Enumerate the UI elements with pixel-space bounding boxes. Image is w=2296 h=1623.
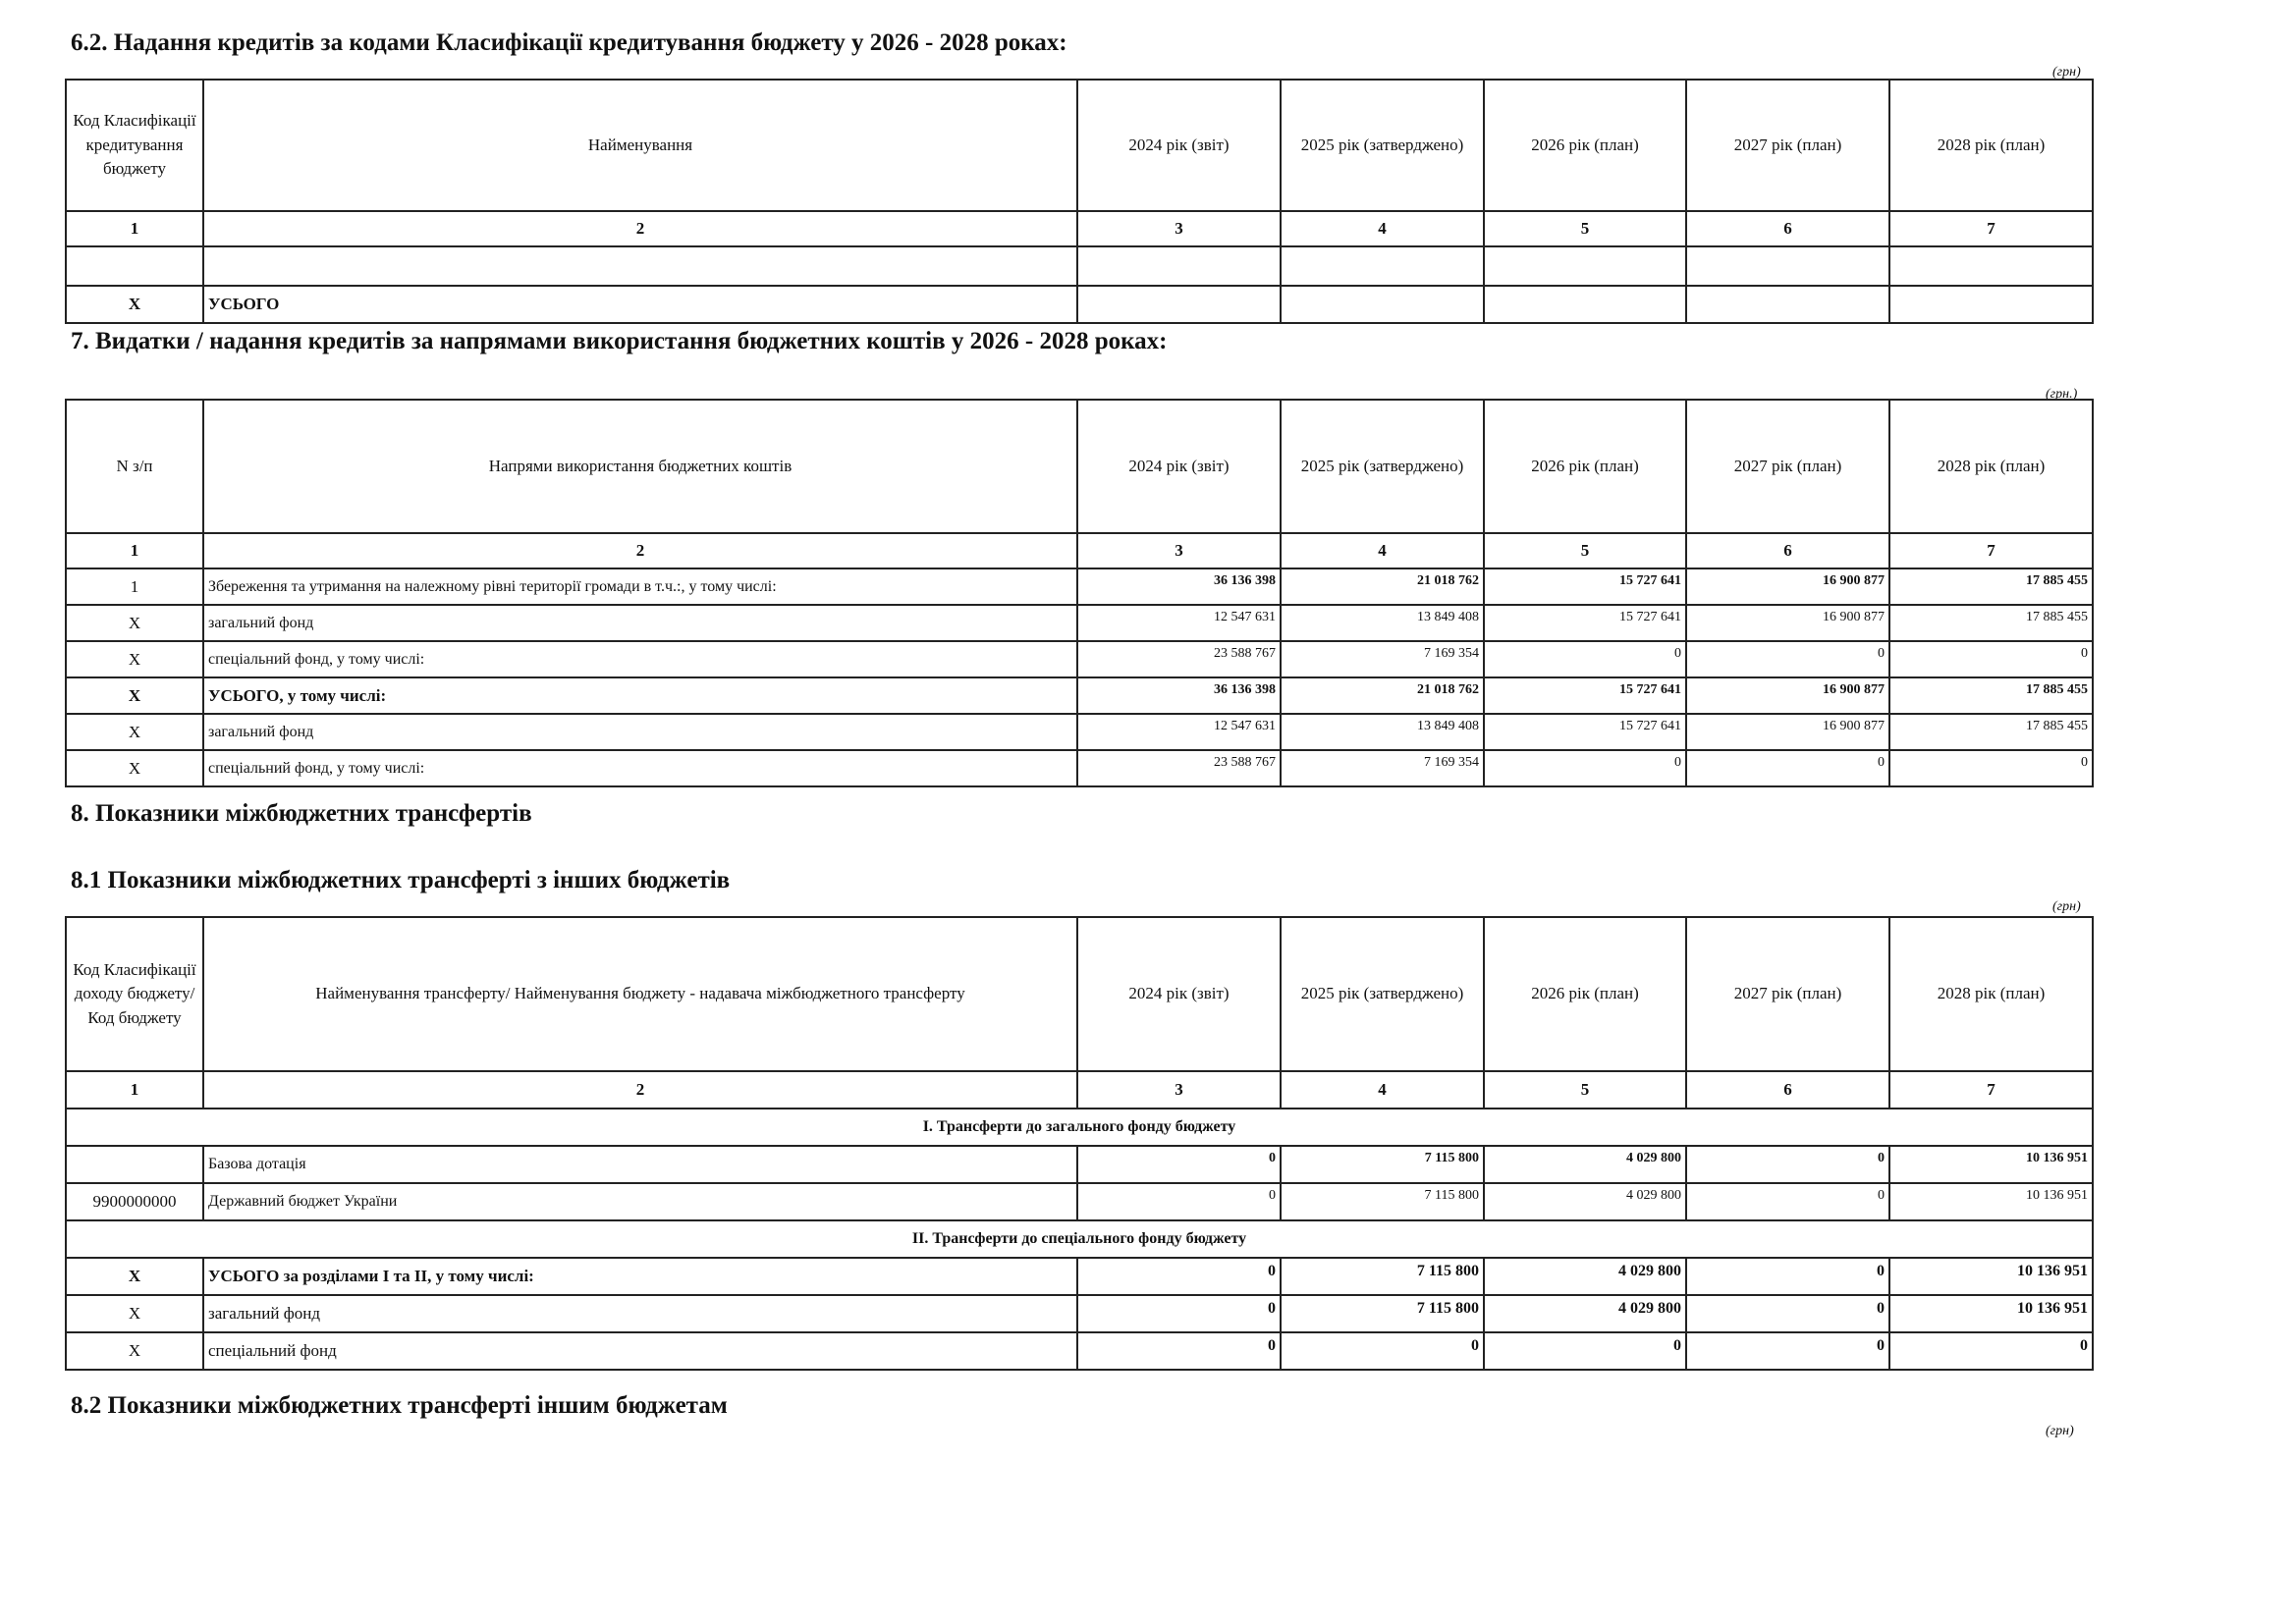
colnum: 6: [1686, 533, 1889, 568]
section-header-row: [66, 1109, 2093, 1146]
header-2027: 2027 рік (план): [1686, 400, 1889, 533]
value-2024: 36 136 398: [1077, 677, 1281, 714]
section-8-1-unit: (грн): [2052, 899, 2081, 914]
value-2027: 16 900 877: [1686, 568, 1889, 605]
table-row: [66, 1146, 2093, 1183]
value-2026: 4 029 800: [1484, 1295, 1686, 1332]
value-2026: 0: [1484, 750, 1686, 786]
table-row: [66, 714, 2093, 750]
expenditure-table: [65, 399, 2094, 787]
value-2028: 10 136 951: [1889, 1258, 2093, 1295]
header-2025: 2025 рік (затверджено): [1281, 80, 1484, 211]
table-row: [66, 750, 2093, 786]
section-8-title: 8. Показники міжбюджетних трансфертів: [71, 800, 532, 827]
section-8-1-title: 8.1 Показники міжбюджетних трансферті з інших бюджетів: [71, 867, 731, 893]
value-2026: 15 727 641: [1484, 714, 1686, 750]
header-transfer-name: Найменування трансферту/ Найменування бюджету - надавача міжбюджетного трансферту: [203, 917, 1077, 1071]
row-number: Х: [66, 605, 203, 641]
row-code: Х: [66, 1295, 203, 1332]
row-name: загальний фонд: [203, 714, 1077, 750]
section-special-fund: ІІ. Трансферти до спеціального фонду бюджету: [66, 1220, 2093, 1258]
colnum: 1: [66, 1071, 203, 1109]
value-2024: 0: [1077, 1332, 1281, 1370]
header-2028: 2028 рік (план): [1889, 80, 2093, 211]
value-2024: 23 588 767: [1077, 750, 1281, 786]
section-7-title: 7. Видатки / надання кредитів за напрямами використання бюджетних коштів у 2026 - 2028 роках:: [71, 328, 1168, 354]
value-2026: 0: [1484, 641, 1686, 677]
value-2025: 21 018 762: [1281, 568, 1484, 605]
colnum: 7: [1889, 1071, 2093, 1109]
section-7-unit: (грн.): [2046, 387, 2078, 402]
total-row: [66, 677, 2093, 714]
credits-table: [65, 79, 2094, 324]
value-2024: 0: [1077, 1183, 1281, 1220]
header-2024: 2024 рік (звіт): [1077, 80, 1281, 211]
row-code: [66, 1146, 203, 1183]
value-2024: 0: [1077, 1146, 1281, 1183]
section-general-fund: І. Трансферти до загального фонду бюджету: [66, 1109, 2093, 1146]
value-2028: 10 136 951: [1889, 1183, 2093, 1220]
value-2025: 21 018 762: [1281, 677, 1484, 714]
table-row: [66, 641, 2093, 677]
header-2027: 2027 рік (план): [1686, 80, 1889, 211]
value-2026: 15 727 641: [1484, 677, 1686, 714]
value-2026: 0: [1484, 1332, 1686, 1370]
colnum: 6: [1686, 1071, 1889, 1109]
value-2024: 36 136 398: [1077, 568, 1281, 605]
value-2027: 0: [1686, 750, 1889, 786]
header-2024: 2024 рік (звіт): [1077, 917, 1281, 1071]
total-row: [66, 286, 2093, 323]
row-number: Х: [66, 641, 203, 677]
header-2026: 2026 рік (план): [1484, 400, 1686, 533]
table-row: [66, 1332, 2093, 1370]
value-2027: 0: [1686, 641, 1889, 677]
row-code: 9900000000: [66, 1183, 203, 1220]
value-2028: 0: [1889, 1332, 2093, 1370]
empty-row: [66, 246, 2093, 286]
value-2024: 0: [1077, 1258, 1281, 1295]
table-row: [66, 1295, 2093, 1332]
colnum: 6: [1686, 211, 1889, 246]
value-2028: 0: [1889, 641, 2093, 677]
header-2025: 2025 рік (затверджено): [1281, 917, 1484, 1071]
section-6-2-unit: (грн): [2052, 65, 2081, 80]
value-2027: 0: [1686, 1332, 1889, 1370]
value-2026: 4 029 800: [1484, 1146, 1686, 1183]
column-number-row: [66, 533, 2093, 568]
value-2027: 0: [1686, 1258, 1889, 1295]
value-2028: 17 885 455: [1889, 568, 2093, 605]
table-row: [66, 605, 2093, 641]
colnum: 5: [1484, 1071, 1686, 1109]
section-6-2-title: 6.2. Надання кредитів за кодами Класифікації кредитування бюджету у 2026 - 2028 роках:: [71, 29, 1067, 56]
header-name: Найменування: [203, 80, 1077, 211]
header-row: [66, 400, 2093, 533]
header-2028: 2028 рік (план): [1889, 400, 2093, 533]
value-2027: 0: [1686, 1146, 1889, 1183]
value-2024: 23 588 767: [1077, 641, 1281, 677]
section-8-2-title: 8.2 Показники міжбюджетних трансферті іншим бюджетам: [71, 1392, 728, 1419]
row-name: загальний фонд: [203, 1295, 1077, 1332]
value-2025: 0: [1281, 1332, 1484, 1370]
header-code: Код Класифікації доходу бюджету/Код бюджету: [66, 917, 203, 1071]
colnum: 5: [1484, 211, 1686, 246]
value-2025: 7 169 354: [1281, 641, 1484, 677]
row-name: спеціальний фонд: [203, 1332, 1077, 1370]
colnum: 3: [1077, 211, 1281, 246]
colnum: 1: [66, 211, 203, 246]
value-2026: 4 029 800: [1484, 1183, 1686, 1220]
table-row: [66, 1183, 2093, 1220]
value-2028: 17 885 455: [1889, 714, 2093, 750]
colnum: 2: [203, 533, 1077, 568]
header-2027: 2027 рік (план): [1686, 917, 1889, 1071]
row-number: Х: [66, 677, 203, 714]
value-2027: 0: [1686, 1295, 1889, 1332]
value-2025: 13 849 408: [1281, 714, 1484, 750]
row-name: Збереження та утримання на належному рівні території громади в т.ч.:, у тому числі:: [203, 568, 1077, 605]
colnum: 7: [1889, 533, 2093, 568]
header-direction: Напрями використання бюджетних коштів: [203, 400, 1077, 533]
colnum: 4: [1281, 211, 1484, 246]
colnum: 5: [1484, 533, 1686, 568]
value-2028: 17 885 455: [1889, 605, 2093, 641]
header-2026: 2026 рік (план): [1484, 917, 1686, 1071]
value-2025: 7 115 800: [1281, 1258, 1484, 1295]
colnum: 4: [1281, 1071, 1484, 1109]
row-name: спеціальний фонд, у тому числі:: [203, 750, 1077, 786]
colnum: 4: [1281, 533, 1484, 568]
value-2027: 16 900 877: [1686, 677, 1889, 714]
value-2026: 15 727 641: [1484, 568, 1686, 605]
value-2025: 7 115 800: [1281, 1183, 1484, 1220]
value-2026: 4 029 800: [1484, 1258, 1686, 1295]
header-code: Код Класифікації кредитування бюджету: [66, 80, 203, 211]
section-8-2-unit: (грн): [2046, 1424, 2074, 1438]
value-2025: 7 169 354: [1281, 750, 1484, 786]
value-2024: 12 547 631: [1077, 605, 1281, 641]
header-2024: 2024 рік (звіт): [1077, 400, 1281, 533]
value-2028: 17 885 455: [1889, 677, 2093, 714]
table-row: [66, 568, 2093, 605]
value-2025: 7 115 800: [1281, 1146, 1484, 1183]
header-row: [66, 917, 2093, 1071]
row-number: 1: [66, 568, 203, 605]
value-2026: 15 727 641: [1484, 605, 1686, 641]
header-2028: 2028 рік (план): [1889, 917, 2093, 1071]
value-2028: 10 136 951: [1889, 1295, 2093, 1332]
row-name: УСЬОГО, у тому числі:: [203, 677, 1077, 714]
row-name: УСЬОГО за розділами І та ІІ, у тому числі:: [203, 1258, 1077, 1295]
header-2026: 2026 рік (план): [1484, 80, 1686, 211]
row-number: Х: [66, 750, 203, 786]
value-2025: 7 115 800: [1281, 1295, 1484, 1332]
row-code: Х: [66, 1332, 203, 1370]
value-2024: 0: [1077, 1295, 1281, 1332]
header-row: [66, 80, 2093, 211]
value-2024: 12 547 631: [1077, 714, 1281, 750]
value-2027: 0: [1686, 1183, 1889, 1220]
section-header-row: [66, 1220, 2093, 1258]
value-2027: 16 900 877: [1686, 605, 1889, 641]
column-number-row: [66, 211, 2093, 246]
colnum: 7: [1889, 211, 2093, 246]
row-number: Х: [66, 714, 203, 750]
total-code: Х: [66, 286, 203, 323]
value-2025: 13 849 408: [1281, 605, 1484, 641]
colnum: 2: [203, 1071, 1077, 1109]
row-name: Базова дотація: [203, 1146, 1077, 1183]
row-name: загальний фонд: [203, 605, 1077, 641]
transfers-table: [65, 916, 2094, 1371]
total-label: УСЬОГО: [203, 286, 1077, 323]
colnum: 3: [1077, 1071, 1281, 1109]
column-number-row: [66, 1071, 2093, 1109]
value-2027: 16 900 877: [1686, 714, 1889, 750]
header-2025: 2025 рік (затверджено): [1281, 400, 1484, 533]
value-2028: 0: [1889, 750, 2093, 786]
colnum: 2: [203, 211, 1077, 246]
header-number: N з/п: [66, 400, 203, 533]
colnum: 1: [66, 533, 203, 568]
row-name: Державний бюджет України: [203, 1183, 1077, 1220]
value-2028: 10 136 951: [1889, 1146, 2093, 1183]
row-name: спеціальний фонд, у тому числі:: [203, 641, 1077, 677]
colnum: 3: [1077, 533, 1281, 568]
row-code: Х: [66, 1258, 203, 1295]
total-row: [66, 1258, 2093, 1295]
